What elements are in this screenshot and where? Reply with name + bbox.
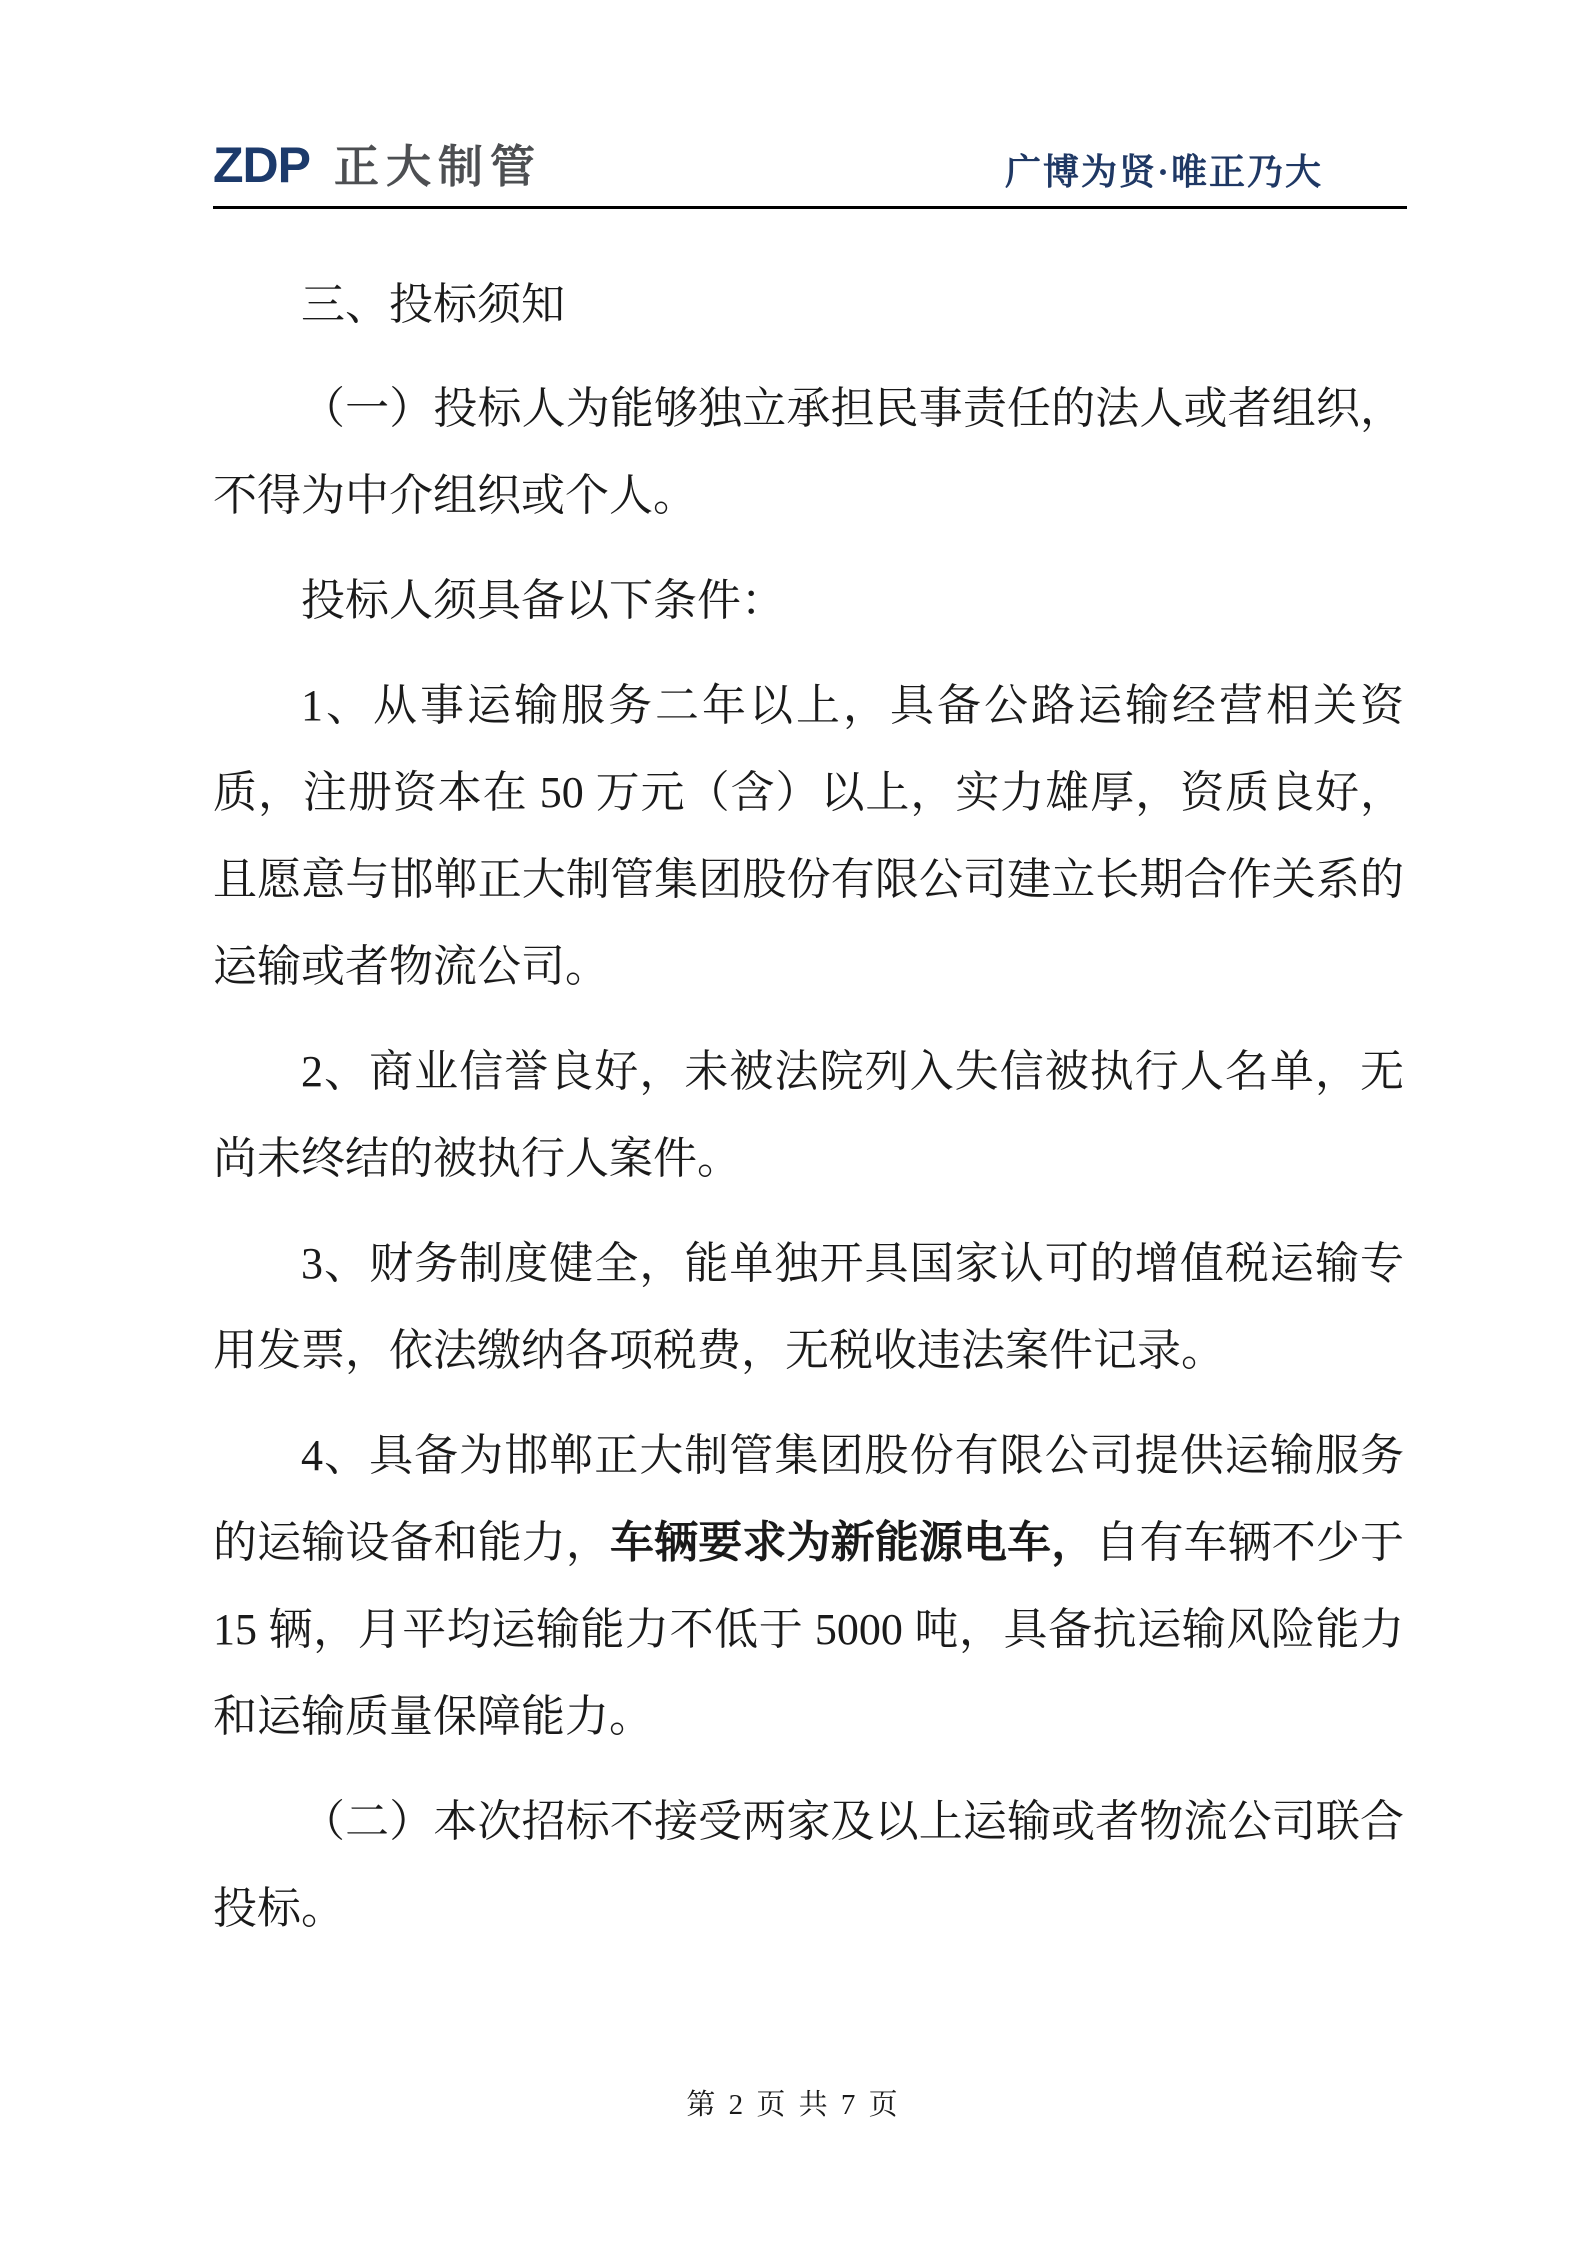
paragraph-text: 投标人须具备以下条件： bbox=[301, 576, 785, 625]
paragraph-text: 3、财务制度健全，能单独开具国家认可的增值税运输专用发票，依法缴纳各项税费，无税收违法案件记录。 bbox=[213, 1239, 1404, 1375]
company-logo bbox=[213, 137, 543, 193]
company-name: 正大制管 bbox=[334, 141, 543, 192]
header-divider bbox=[213, 206, 1407, 209]
company-slogan: 广博为贤·唯正乃大 bbox=[1004, 152, 1323, 192]
paragraph bbox=[213, 365, 1404, 539]
paragraph-text: 自有车辆不少于 15 辆，月平均运输能力不低于 5000 吨，具备抗运输风险能力和运输质量保障能力。 bbox=[213, 1518, 1405, 1741]
paragraph-text: 2、商业信誉良好，未被法院列入失信被执行人名单，无尚未终结的被执行人案件。 bbox=[213, 1047, 1404, 1183]
zdp-logo-icon: ZDP bbox=[213, 137, 310, 193]
paragraph bbox=[213, 1412, 1404, 1760]
paragraph bbox=[213, 662, 1404, 1010]
paragraph-text: 4、具备为邯郸正大制管集团股份有限公司提供运输服务的运输设备和能力， bbox=[213, 1431, 1404, 1567]
paragraph bbox=[213, 1028, 1404, 1202]
header-row bbox=[213, 136, 1407, 193]
paragraph-bold-text: 车辆要求为新能源电车， bbox=[610, 1518, 1096, 1567]
paragraph bbox=[213, 1778, 1404, 1952]
paragraph-text: 1、从事运输服务二年以上，具备公路运输经营相关资质，注册资本在 50 万元（含）以上，实力雄厚，资质良好，且愿意与邯郸正大制管集团股份有限公司建立长期合作关系的运输或者物流公司。 bbox=[213, 681, 1404, 991]
page-number: 第 2 页 共 7 页 bbox=[686, 2089, 901, 2121]
section-title: 三、投标须知 bbox=[301, 280, 565, 329]
paragraph-text: （二）本次招标不接受两家及以上运输或者物流公司联合投标。 bbox=[213, 1797, 1404, 1933]
paragraph-text: （一）投标人为能够独立承担民事责任的法人或者组织，不得为中介组织或个人。 bbox=[213, 384, 1404, 520]
document-body bbox=[213, 365, 1404, 1952]
paragraph bbox=[213, 557, 1404, 644]
document-content bbox=[213, 280, 1405, 1970]
paragraph bbox=[213, 1220, 1404, 1394]
page-header bbox=[213, 136, 1407, 209]
page-footer bbox=[0, 2082, 1587, 2123]
